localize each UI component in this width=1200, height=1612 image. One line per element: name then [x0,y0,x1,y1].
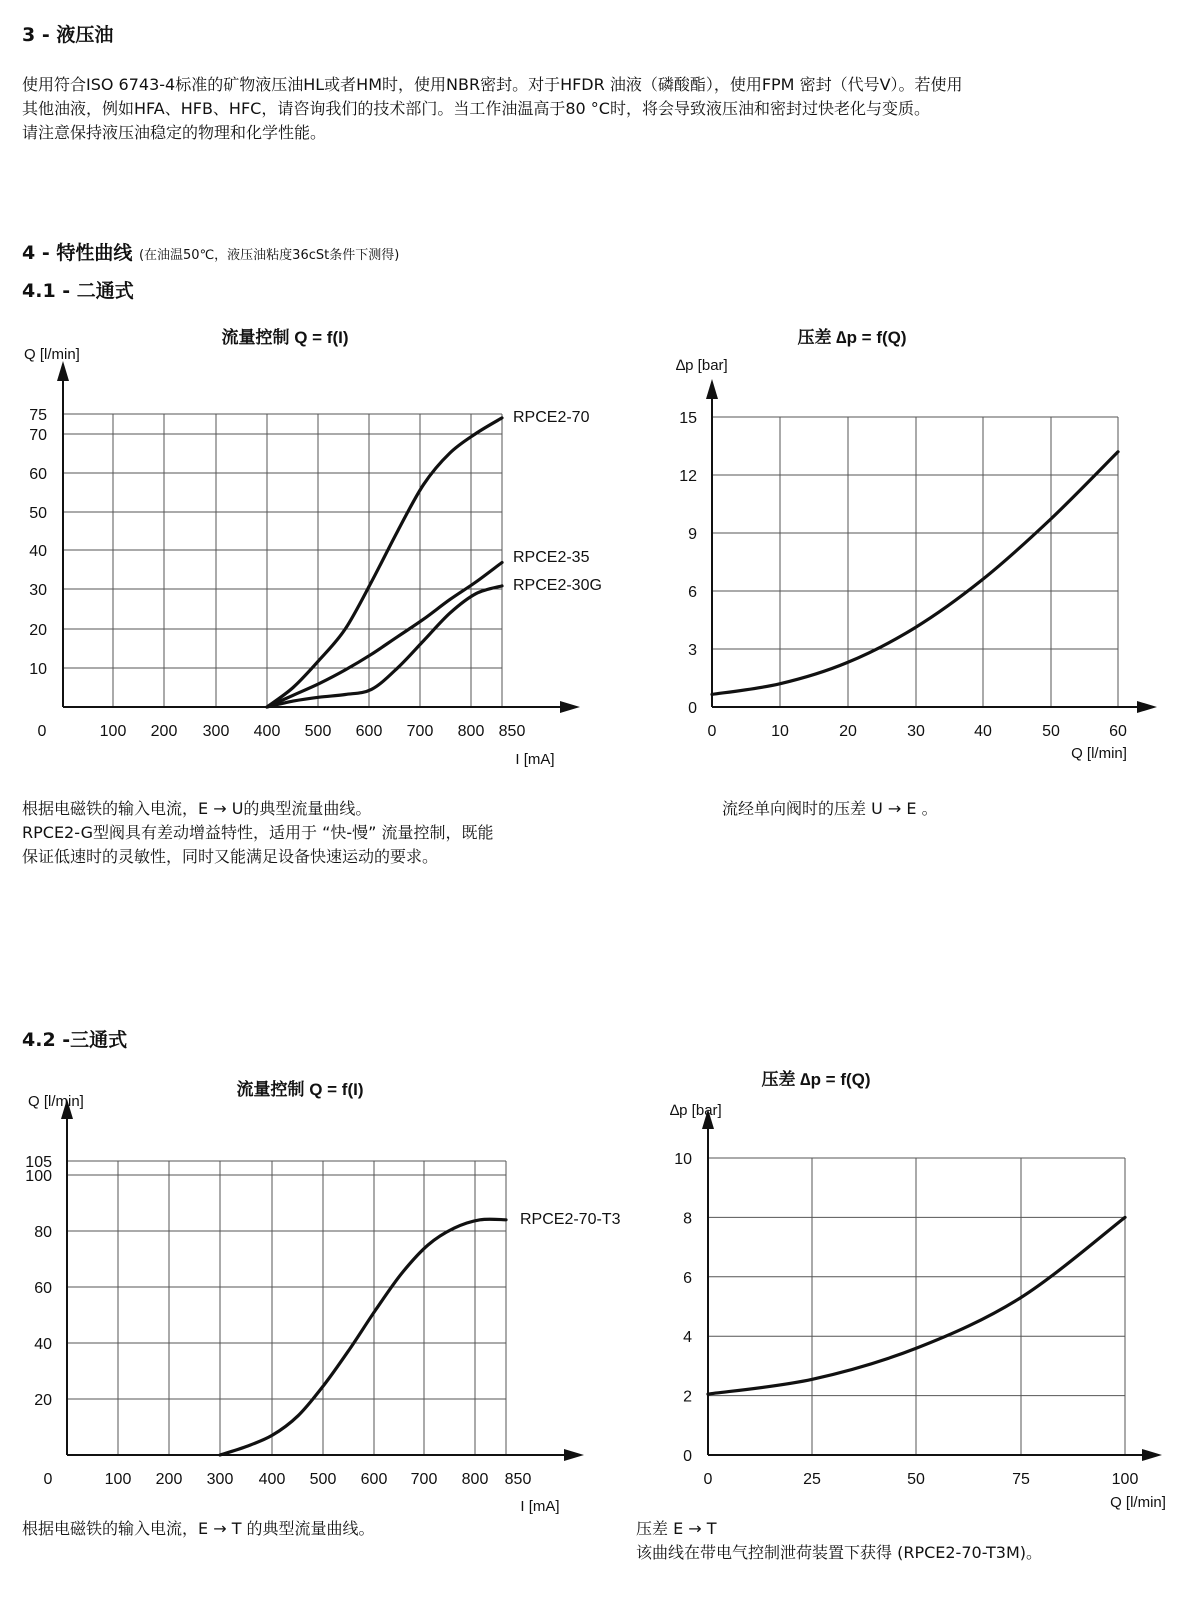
y-tick-label: 10 [674,1151,692,1168]
series-line-1 [220,1219,506,1455]
y-tick-label: 60 [29,466,47,483]
x-tick-label: 200 [155,1471,183,1488]
x-tick-label: 0 [43,1471,53,1488]
series-label: RPCE2-70 [513,409,590,426]
x-axis-label: Q [l/min] [1071,745,1127,762]
y-tick-label: 75 [29,407,47,424]
caption-chart-4 [636,1517,1176,1565]
x-tick-label: 600 [360,1471,388,1488]
y-tick-label: 20 [34,1392,52,1409]
y-tick-label: 2 [683,1388,692,1406]
y-tick-label: 70 [29,427,47,444]
x-axis-label: Q [l/min] [1110,1494,1166,1511]
chart-title: 流量控制 Q = f(I) [236,1080,364,1099]
x-tick-label: 700 [406,723,434,740]
x-tick-label: 800 [457,723,485,740]
caption-1-line-2: RPCE2-G型阀具有差动增益特性，适用于 “快-慢” 流量控制，既能 [22,823,494,842]
caption-4-line-2: 该曲线在带电气控制泄荷装置下获得 (RPCE2-70-T3M)。 [636,1543,1042,1562]
y-tick-label: 6 [683,1269,692,1287]
caption-3-line-1: 根据电磁铁的输入电流，E → T 的典型流量曲线。 [22,1519,375,1538]
chart-4 [670,1069,1166,1511]
y-tick-label: 105 [25,1154,52,1171]
x-tick-label: 75 [1012,1471,1030,1488]
y-tick-label: 0 [688,700,697,717]
series-line-1 [267,418,502,707]
y-axis-label: ∆p [bar] [670,1102,722,1119]
x-tick-label: 60 [1109,723,1127,740]
y-tick-label: 10 [29,661,47,678]
chart-title: 流量控制 Q = f(I) [221,328,349,347]
x-tick-label: 300 [206,1471,234,1488]
y-tick-label: 12 [679,468,697,485]
y-tick-label: 3 [688,642,697,659]
y-tick-label: 100 [25,1168,52,1185]
chart-4-grid [708,1158,1125,1455]
section3-line-2: 其他油液，例如HFA、HFB、HFC，请咨询我们的技术部门。当工作油温高于80 °C时，将会导致液压油和密封过快老化与变质。 [22,99,930,118]
caption-chart-1 [22,797,622,869]
section3-line-1: 使用符合ISO 6743-4标准的矿物液压油HL或者HM时，使用NBR密封。对于HFDR 油液（磷酸酯），使用FPM 密封（代号V）。若使用 [22,75,963,94]
y-axis-label: Q [l/min] [28,1093,84,1110]
x-axis-arrow [1142,1449,1162,1461]
x-tick-label: 40 [974,723,992,740]
chart-3-grid [67,1161,506,1455]
y-tick-label: 20 [29,622,47,639]
x-axis-arrow [1137,701,1157,713]
series-label: RPCE2-30G [513,577,602,594]
x-tick-label: 850 [504,1471,532,1488]
x-tick-label: 600 [355,723,383,740]
section4-title: 4 - 特性曲线 [22,242,133,264]
series-label: RPCE2-35 [513,549,590,566]
chart-title: 压差 ∆p = f(Q) [761,1070,871,1089]
x-tick-label: 0 [703,1471,713,1488]
y-tick-label: 40 [29,543,47,560]
x-tick-label: 0 [707,723,717,740]
section3-line-3: 请注意保持液压油稳定的物理和化学性能。 [22,123,327,142]
caption-chart-2 [722,797,1162,821]
x-tick-label: 0 [37,723,47,740]
series-line-1 [712,452,1118,695]
x-axis-arrow [560,701,580,713]
y-tick-label: 6 [688,584,697,601]
caption-chart-3 [22,1517,622,1541]
x-tick-label: 25 [803,1471,821,1488]
x-tick-label: 20 [839,723,857,740]
chart-3 [25,1079,620,1515]
section4-note: (在油温50℃，液压油粘度36cSt条件下测得) [138,248,400,263]
chart-2-grid [712,417,1118,707]
y-tick-label: 60 [34,1280,52,1297]
series-line-2 [267,563,502,708]
y-tick-label: 0 [683,1448,692,1465]
y-tick-label: 80 [34,1224,52,1241]
chart-1 [24,327,602,768]
y-tick-label: 30 [29,582,47,599]
x-tick-label: 400 [258,1471,286,1488]
chart-2 [676,327,1157,762]
y-tick-label: 15 [679,410,697,427]
x-tick-label: 50 [907,1471,925,1488]
x-tick-label: 100 [104,1471,132,1488]
chart-title: 压差 ∆p = f(Q) [797,328,907,347]
x-tick-label: 500 [309,1471,337,1488]
x-tick-label: 10 [771,723,789,740]
y-axis-label: Q [l/min] [24,346,80,363]
x-axis-arrow [564,1449,584,1461]
caption-2-line-1: 流经单向阀时的压差 U → E 。 [722,799,938,818]
x-tick-label: 100 [1111,1471,1139,1488]
x-tick-label: 400 [253,723,281,740]
y-tick-label: 4 [683,1329,692,1347]
y-tick-label: 8 [683,1210,692,1228]
x-axis-label: I [mA] [515,751,555,768]
caption-4-line-1: 压差 E → T [636,1519,717,1538]
caption-1-line-1: 根据电磁铁的输入电流，E → U的典型流量曲线。 [22,799,372,818]
y-axis-arrow [706,379,718,399]
y-tick-label: 9 [688,526,697,543]
y-axis-label: ∆p [bar] [676,357,728,374]
x-tick-label: 500 [304,723,332,740]
x-tick-label: 850 [498,723,526,740]
x-tick-label: 300 [202,723,230,740]
section42-heading: 4.2 -三通式 [22,1029,128,1051]
x-tick-label: 30 [907,723,925,740]
section41-heading: 4.1 - 二通式 [22,280,134,302]
caption-1-line-3: 保证低速时的灵敏性，同时又能满足设备快速运动的要求。 [22,847,439,866]
x-tick-label: 800 [461,1471,489,1488]
series-label: RPCE2-70-T3 [520,1211,621,1228]
x-tick-label: 700 [410,1471,438,1488]
y-tick-label: 50 [29,505,47,522]
x-tick-label: 50 [1042,723,1060,740]
x-axis-label: I [mA] [520,1498,560,1515]
chart-1-grid [63,414,502,707]
x-tick-label: 200 [150,723,178,740]
x-tick-label: 100 [99,723,127,740]
section3-heading: 3 - 液压油 [22,24,114,46]
y-axis-arrow [57,361,69,381]
y-tick-label: 40 [34,1336,52,1353]
